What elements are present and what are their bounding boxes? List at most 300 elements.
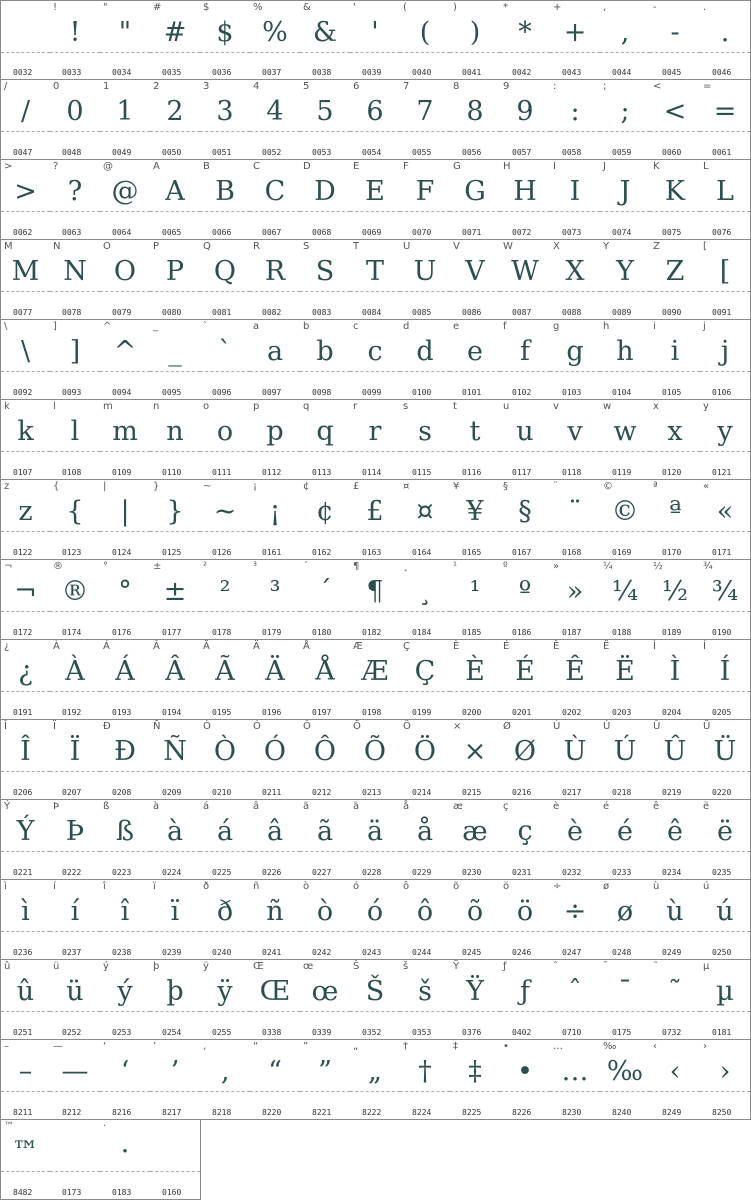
glyph-cell (300, 1040, 351, 1120)
glyph-cell (700, 720, 751, 800)
glyph-cell (550, 240, 601, 320)
glyph-cell (250, 0, 301, 80)
glyph-code: 0338 (262, 1028, 282, 1037)
glyph-cell (650, 720, 701, 800)
glyph-sample: ‘ (120, 1056, 130, 1087)
glyph-sample: ° (118, 576, 132, 607)
glyph-code: 0053 (312, 148, 332, 157)
glyph-code: 0179 (262, 628, 282, 637)
glyph-preview: è (553, 801, 560, 812)
glyph-cell (150, 1040, 201, 1120)
glyph-sample: Õ (363, 736, 387, 767)
glyph-cell (600, 880, 651, 960)
glyph-preview: å (403, 801, 410, 812)
glyph-sample: Ü (713, 736, 737, 767)
glyph-sample: í (70, 896, 80, 927)
glyph-code: 0169 (612, 548, 632, 557)
glyph-cell (200, 320, 251, 400)
glyph-sample: J (619, 176, 631, 207)
glyph-sample: / (20, 96, 31, 127)
glyph-cell (100, 320, 151, 400)
glyph-code: 0211 (262, 788, 282, 797)
glyph-sample: ü (66, 976, 84, 1007)
glyph-preview: e (453, 321, 460, 332)
glyph-cell (450, 560, 501, 640)
glyph-code: 0352 (362, 1028, 382, 1037)
glyph-sample: " (118, 17, 132, 48)
glyph-cell (0, 800, 51, 880)
glyph-cell (250, 960, 301, 1040)
glyph-code: 8211 (13, 1108, 33, 1117)
glyph-cell (500, 800, 551, 880)
glyph-preview: 7 (403, 81, 410, 92)
glyph-sample: à (166, 816, 184, 847)
glyph-cell (100, 960, 151, 1040)
glyph-code: 0069 (362, 228, 382, 237)
glyph-preview: Ö (403, 721, 411, 732)
glyph-code: 0165 (462, 548, 482, 557)
glyph-cell (150, 640, 201, 720)
glyph-cell (350, 0, 401, 80)
glyph-preview: Š (353, 961, 360, 972)
glyph-code: 0116 (462, 468, 482, 477)
glyph-preview: ù (653, 881, 660, 892)
glyph-cell (150, 240, 201, 320)
glyph-sample: ½ (661, 576, 689, 607)
glyph-code: 8222 (362, 1108, 382, 1117)
glyph-code: 0174 (62, 628, 82, 637)
glyph-sample: ª (668, 496, 682, 527)
glyph-code: 0108 (62, 468, 82, 477)
glyph-cell (700, 160, 751, 240)
glyph-cell (150, 160, 201, 240)
glyph-sample: õ (466, 896, 484, 927)
glyph-preview: d (403, 321, 410, 332)
glyph-cell (400, 240, 451, 320)
glyph-sample: V (465, 256, 485, 287)
glyph-code: 0171 (712, 548, 732, 557)
glyph-preview: ¬ (4, 561, 13, 572)
glyph-sample: z (18, 496, 33, 527)
glyph-sample: W (511, 256, 539, 287)
glyph-preview: æ (453, 801, 463, 812)
glyph-code: 0188 (612, 628, 632, 637)
glyph-sample: 4 (266, 96, 284, 127)
glyph-cell (650, 800, 701, 880)
glyph-code: 0084 (362, 308, 382, 317)
glyph-cell (100, 1120, 151, 1200)
glyph-cell (600, 960, 651, 1040)
glyph-preview: ƒ (503, 961, 507, 972)
glyph-code: 0091 (712, 308, 732, 317)
glyph-preview: ' (353, 2, 356, 13)
glyph-cell (50, 160, 101, 240)
glyph-sample: * (518, 17, 532, 48)
glyph-code: 0203 (612, 708, 632, 717)
glyph-preview: ¹ (453, 561, 458, 572)
glyph-cell (550, 480, 601, 560)
glyph-preview: & (303, 2, 311, 13)
glyph-cell (700, 480, 751, 560)
glyph-code: 0117 (512, 468, 532, 477)
glyph-cell (350, 960, 401, 1040)
glyph-code: 0039 (362, 68, 382, 77)
glyph-sample: º (518, 576, 532, 607)
glyph-sample: ” (318, 1056, 332, 1087)
glyph-preview: ½ (653, 561, 663, 572)
glyph-sample: ! (69, 17, 81, 48)
glyph-sample: Ù (563, 736, 587, 767)
glyph-preview: Ø (503, 721, 511, 732)
glyph-sample: ‡ (468, 1056, 482, 1087)
glyph-code: 0168 (562, 548, 582, 557)
glyph-sample: + (563, 17, 587, 48)
glyph-code: 0102 (512, 388, 532, 397)
glyph-cell (350, 800, 401, 880)
glyph-preview: ñ (253, 881, 260, 892)
glyph-cell (100, 160, 151, 240)
glyph-sample: s (418, 416, 432, 447)
glyph-code: 0086 (462, 308, 482, 317)
glyph-preview: ø (603, 881, 610, 892)
glyph-preview: " (103, 2, 108, 13)
glyph-preview: í (53, 881, 56, 892)
glyph-code: 0118 (562, 468, 582, 477)
glyph-sample: ¢ (316, 496, 334, 527)
glyph-cell (700, 80, 751, 160)
glyph-preview: ä (353, 801, 360, 812)
glyph-code: 0238 (112, 948, 132, 957)
glyph-sample: { (66, 496, 84, 527)
glyph-preview: Ê (553, 641, 560, 652)
glyph-preview: B (203, 161, 210, 172)
glyph-cell (100, 1040, 151, 1120)
glyph-preview: w (603, 401, 612, 412)
glyph-sample: Ÿ (466, 976, 484, 1007)
glyph-code: 0194 (162, 708, 182, 717)
glyph-code: 0060 (662, 148, 682, 157)
glyph-preview: ‰ (603, 1041, 617, 1052)
glyph-preview: i (653, 321, 656, 332)
glyph-code: 0105 (662, 388, 682, 397)
glyph-cell (50, 80, 101, 160)
glyph-code: 0121 (712, 468, 732, 477)
glyph-code: 0043 (562, 68, 582, 77)
glyph-sample: 2 (166, 96, 184, 127)
glyph-code: 8216 (112, 1108, 132, 1117)
glyph-preview: Ù (553, 721, 561, 732)
glyph-cell (300, 80, 351, 160)
glyph-code: 0223 (112, 868, 132, 877)
glyph-preview: È (453, 641, 460, 652)
glyph-preview: | (103, 481, 107, 492)
glyph-preview: X (553, 241, 560, 252)
glyph-sample: µ (716, 976, 734, 1007)
glyph-code: 0062 (13, 228, 33, 237)
glyph-code: 0220 (712, 788, 732, 797)
glyph-preview: ¨ (553, 481, 558, 492)
glyph-sample: — (61, 1056, 89, 1087)
glyph-sample: ˆ (568, 976, 582, 1007)
glyph-cell (650, 400, 701, 480)
glyph-cell (250, 480, 301, 560)
glyph-sample: Æ (361, 656, 389, 687)
glyph-code: 0235 (712, 868, 732, 877)
glyph-preview: l (53, 401, 56, 412)
glyph-cell (600, 560, 651, 640)
glyph-code: 0214 (412, 788, 432, 797)
glyph-preview: Õ (353, 721, 361, 732)
glyph-preview: Ú (603, 721, 611, 732)
glyph-cell (150, 560, 201, 640)
glyph-cell (400, 0, 451, 80)
glyph-sample: b (316, 336, 334, 367)
glyph-sample: k (17, 416, 34, 447)
glyph-sample: e (467, 336, 483, 367)
glyph-cell (100, 480, 151, 560)
glyph-cell (0, 880, 51, 960)
glyph-cell (150, 1120, 201, 1200)
glyph-preview: × (453, 721, 462, 732)
glyph-code: 8482 (13, 1188, 33, 1197)
glyph-sample: ì (21, 896, 30, 927)
glyph-sample: Ú (613, 736, 637, 767)
glyph-cell (100, 880, 151, 960)
glyph-code: 0219 (662, 788, 682, 797)
glyph-cell (500, 640, 551, 720)
glyph-code: 0124 (112, 548, 132, 557)
glyph-preview: < (653, 81, 662, 92)
glyph-cell (700, 560, 751, 640)
glyph-code: 0083 (312, 308, 332, 317)
glyph-code: 0243 (362, 948, 382, 957)
glyph-cell (50, 800, 101, 880)
glyph-sample: ò (316, 896, 334, 927)
glyph-preview: f (503, 321, 507, 332)
glyph-sample: < (663, 96, 687, 127)
glyph-cell (50, 0, 101, 80)
glyph-preview: p (253, 401, 260, 412)
glyph-preview: Ä (253, 641, 260, 652)
glyph-sample: d (416, 336, 434, 367)
glyph-sample: · (120, 1136, 130, 1167)
glyph-preview: Í (703, 641, 706, 652)
glyph-sample: Ï (69, 736, 81, 767)
glyph-code: 0229 (412, 868, 432, 877)
glyph-cell (400, 800, 451, 880)
glyph-cell (400, 320, 451, 400)
glyph-sample: j (720, 336, 730, 367)
glyph-preview: _ (153, 321, 158, 332)
glyph-code: 0073 (562, 228, 582, 237)
glyph-cell (250, 400, 301, 480)
glyph-preview: Ô (303, 721, 311, 732)
glyph-preview: ¤ (403, 481, 410, 492)
glyph-cell (500, 560, 551, 640)
glyph-cell (650, 240, 701, 320)
glyph-code: 0041 (462, 68, 482, 77)
glyph-cell (300, 720, 351, 800)
glyph-code: 0160 (162, 1188, 182, 1197)
glyph-preview: £ (353, 481, 360, 492)
glyph-cell (350, 80, 401, 160)
glyph-cell (150, 800, 201, 880)
glyph-preview: - (653, 2, 657, 13)
glyph-preview: ( (403, 2, 407, 13)
glyph-sample: – (18, 1056, 33, 1087)
glyph-code: 0052 (262, 148, 282, 157)
glyph-code: 0222 (62, 868, 82, 877)
glyph-cell (650, 640, 701, 720)
glyph-cell (400, 1040, 451, 1120)
glyph-preview: ô (403, 881, 410, 892)
glyph-sample: ¶ (366, 576, 384, 607)
glyph-sample: g (566, 336, 584, 367)
glyph-sample (50, 1132, 100, 1172)
glyph-preview: W (503, 241, 513, 252)
glyph-sample: Ö (413, 736, 437, 767)
glyph-preview: Z (653, 241, 660, 252)
glyph-sample: ‹ (669, 1056, 681, 1087)
glyph-sample: ; (620, 96, 630, 127)
glyph-cell (0, 80, 51, 160)
glyph-cell (350, 160, 401, 240)
glyph-preview: > (4, 161, 13, 172)
glyph-preview: · (103, 1121, 107, 1132)
glyph-sample: â (266, 816, 284, 847)
glyph-preview: ú (703, 881, 710, 892)
glyph-code: 0074 (612, 228, 632, 237)
glyph-cell (200, 480, 251, 560)
glyph-sample: £ (366, 496, 384, 527)
glyph-code: 8250 (712, 1108, 732, 1117)
glyph-cell (500, 160, 551, 240)
glyph-sample: A (165, 176, 185, 207)
glyph-preview: ¸ (403, 561, 408, 572)
glyph-sample: Ç (414, 656, 436, 687)
glyph-sample: ± (163, 576, 187, 607)
glyph-preview: # (153, 2, 162, 13)
glyph-sample: « (716, 496, 734, 527)
glyph-preview: ? (53, 161, 59, 172)
glyph-code: 0173 (62, 1188, 82, 1197)
glyph-code: 0209 (162, 788, 182, 797)
glyph-preview: ÿ (203, 961, 209, 972)
glyph-preview: “ (253, 1041, 259, 1052)
glyph-preview: 8 (453, 81, 460, 92)
glyph-sample: ² (219, 576, 231, 607)
glyph-preview: G (453, 161, 461, 172)
glyph-code: 0202 (562, 708, 582, 717)
glyph-sample: } (166, 496, 184, 527)
glyph-code: 0037 (262, 68, 282, 77)
glyph-cell (350, 240, 401, 320)
glyph-sample: ø (616, 896, 634, 927)
glyph-code: 0082 (262, 308, 282, 317)
glyph-sample: ^ (113, 336, 137, 367)
glyph-sample: ´ (318, 576, 332, 607)
glyph-code: 0071 (462, 228, 482, 237)
glyph-preview: ÷ (553, 881, 562, 892)
glyph-preview: { (53, 481, 60, 492)
glyph-code: 0090 (662, 308, 682, 317)
glyph-preview: â (253, 801, 260, 812)
glyph-code: 0251 (13, 1028, 33, 1037)
glyph-cell (450, 160, 501, 240)
glyph-sample: w (613, 416, 637, 447)
glyph-sample: Ã (215, 656, 235, 687)
glyph-code: 0353 (412, 1028, 432, 1037)
glyph-preview: Ã (203, 641, 210, 652)
glyph-sample: ÷ (563, 896, 587, 927)
glyph-cell (150, 320, 201, 400)
glyph-preview: ’ (153, 1041, 157, 1052)
glyph-sample: N (63, 256, 87, 287)
glyph-sample: Œ (259, 976, 291, 1007)
glyph-cell (200, 160, 251, 240)
glyph-preview: Ñ (153, 721, 161, 732)
glyph-preview: ¢ (303, 481, 310, 492)
glyph-code: 0038 (312, 68, 332, 77)
glyph-cell (400, 960, 451, 1040)
glyph-preview: Ý (4, 801, 11, 812)
glyph-code: 0199 (412, 708, 432, 717)
glyph-code: 0339 (312, 1028, 332, 1037)
glyph-sample: @ (111, 176, 139, 207)
glyph-cell (700, 640, 751, 720)
glyph-code: 0170 (662, 548, 682, 557)
glyph-preview: ò (303, 881, 310, 892)
glyph-sample: 0 (66, 96, 84, 127)
glyph-sample: Å (315, 656, 335, 687)
glyph-cell (300, 320, 351, 400)
glyph-preview: à (153, 801, 160, 812)
glyph-code: 8224 (412, 1108, 432, 1117)
glyph-sample: æ (462, 816, 488, 847)
glyph-preview: ; (603, 81, 607, 92)
glyph-preview: § (503, 481, 508, 492)
glyph-cell (450, 240, 501, 320)
glyph-preview: ¿ (4, 641, 10, 652)
glyph-sample: É (515, 656, 535, 687)
glyph-preview: À (53, 641, 60, 652)
glyph-cell (0, 240, 51, 320)
glyph-sample: ` (218, 336, 232, 367)
glyph-code: 0218 (612, 788, 632, 797)
glyph-sample: m (112, 416, 138, 447)
glyph-code: 0067 (262, 228, 282, 237)
glyph-sample: ã (316, 816, 334, 847)
glyph-code: 0232 (562, 868, 582, 877)
glyph-code: 0063 (62, 228, 82, 237)
glyph-code: 8226 (512, 1108, 532, 1117)
glyph-code: 0206 (13, 788, 33, 797)
glyph-cell (700, 880, 751, 960)
glyph-sample: Ê (565, 656, 585, 687)
glyph-cell (50, 560, 101, 640)
glyph-sample: \ (20, 336, 31, 367)
glyph-sample: Þ (65, 816, 85, 847)
glyph-sample: T (365, 256, 384, 287)
glyph-sample: q (316, 416, 334, 447)
glyph-sample: ù (666, 896, 684, 927)
glyph-sample: S (315, 256, 335, 287)
glyph-sample: 8 (466, 96, 484, 127)
glyph-code: 0059 (612, 148, 632, 157)
glyph-code: 0244 (412, 948, 432, 957)
glyph-preview: — (53, 1041, 63, 1052)
glyph-preview: µ (703, 961, 710, 972)
